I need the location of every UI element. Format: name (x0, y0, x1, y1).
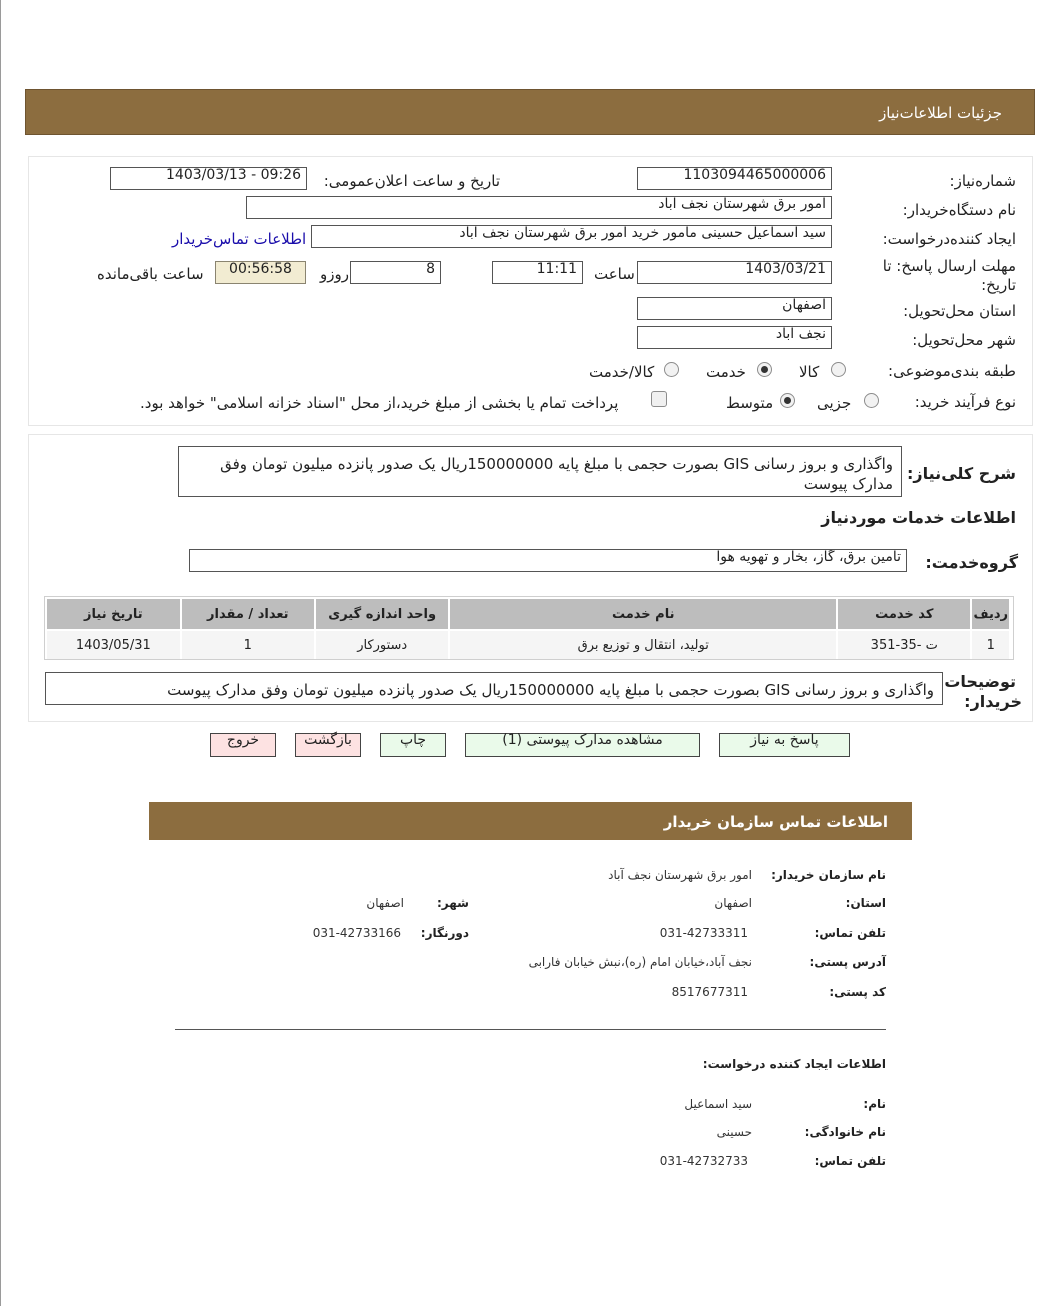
cell-need-date: 1403/05/31 (47, 631, 180, 659)
back-button[interactable]: بازگشت (295, 733, 361, 757)
category-radio-service[interactable] (757, 362, 772, 377)
contact-fax-label: دورنگار: (420, 926, 469, 940)
creator-family-value: حسینی (716, 1125, 752, 1139)
remaining-time-field: 00:56:58 (215, 261, 306, 284)
buyer-contact-link[interactable]: اطلاعات تماس‌خریدار (172, 230, 307, 248)
contact-postal-value: 8517677311 (671, 985, 748, 999)
announce-datetime-label: تاریخ و ساعت اعلان‌عمومی: (323, 172, 500, 190)
creator-name-value: سید اسماعیل (684, 1097, 752, 1111)
need-number-label: شماره‌نیاز: (949, 172, 1016, 190)
table-row (47, 631, 1009, 659)
creator-family-label: نام خانوادگی: (804, 1125, 886, 1139)
col-service-name: نام خدمت (450, 599, 836, 629)
contact-org-label: نام سازمان خریدار: (771, 868, 886, 882)
creator-info-title: اطلاعات ایجاد کننده درخواست: (702, 1057, 886, 1071)
contact-title: اطلاعات تماس سازمان خریدار (663, 813, 888, 831)
services-title: اطلاعات خدمات موردنیاز (821, 508, 1016, 527)
contact-phone-label: تلفن تماس: (814, 926, 886, 940)
category-option-goods: کالا (799, 363, 820, 381)
left-border (0, 0, 1, 1306)
contact-org-value: امور برق شهرستان نجف آباد (608, 868, 752, 882)
need-number-field: 1103094465000006 (637, 167, 832, 190)
cell-service-code: ت -35-351 (838, 631, 970, 659)
cell-service-name: تولید، انتقال و توزیع برق (450, 631, 836, 659)
category-option-service: خدمت (706, 363, 746, 381)
col-row-number: ردیف (972, 599, 1009, 629)
cell-row-number: 1 (972, 631, 1009, 659)
category-label: طبقه بندی‌موضوعی: (888, 362, 1016, 380)
city-field: نجف اباد (637, 326, 832, 349)
cell-unit: دستورکار (316, 631, 448, 659)
contact-province-label: استان: (845, 896, 886, 910)
purchase-radio-medium[interactable] (780, 393, 795, 408)
deadline-days-label: روزو (320, 265, 349, 283)
deadline-days-field: 8 (350, 261, 441, 284)
deadline-label-line1: مهلت ارسال پاسخ: تا (882, 257, 1016, 275)
remaining-time-label: ساعت باقی‌مانده (97, 265, 204, 283)
col-need-date: تاریخ نیاز (47, 599, 180, 629)
buyer-org-field: امور برق شهرستان نجف اباد (246, 196, 832, 219)
deadline-label-line2: تاریخ: (981, 276, 1016, 294)
table-header-row (47, 599, 1009, 629)
col-quantity: تعداد / مقدار (182, 599, 314, 629)
creator-phone-label: تلفن تماس: (814, 1154, 886, 1168)
purchase-option-minor: جزیی (817, 394, 852, 412)
contact-postal-label: کد پستی: (829, 985, 886, 999)
contact-header (149, 802, 912, 840)
buyer-org-label: نام دستگاه‌خریدار: (902, 201, 1016, 219)
treasury-note: پرداخت تمام یا بخشی از مبلغ خرید،از محل "اسناد خزانه اسلامی" خواهد بود. (140, 394, 619, 412)
col-unit: واحد اندازه گیری (316, 599, 448, 629)
requester-field: سید اسماعیل حسینی مامور خرید امور برق شهرستان نجف اباد (311, 225, 832, 248)
page-title: جزئیات اطلاعات‌نیاز (879, 104, 1002, 122)
category-radio-goods-service[interactable] (664, 362, 679, 377)
purchase-type-label: نوع فرآیند خرید: (914, 393, 1016, 411)
treasury-checkbox[interactable] (651, 391, 667, 407)
deadline-time-label: ساعت (594, 265, 635, 283)
purchase-option-medium: متوسط (726, 394, 774, 412)
exit-button[interactable]: خروج (210, 733, 276, 757)
city-label: شهر محل‌تحویل: (912, 331, 1016, 349)
description-label: شرح کلی‌نیاز: (907, 464, 1016, 483)
contact-address-label: آدرس پستی: (809, 955, 886, 969)
province-label: استان محل‌تحویل: (903, 302, 1016, 320)
description-text: واگذاری و بروز رسانی GIS بصورت حجمی با مبلغ پایه 150000000ریال یک صدور پانزده میلیون تومان وفق مدارک پیوست (178, 446, 902, 497)
buyer-notes-label-line1: توضیحات (944, 672, 1016, 691)
contact-province-value: اصفهان (714, 896, 752, 910)
services-table (45, 597, 1011, 661)
page-header (25, 89, 1035, 135)
province-field: اصفهان (637, 297, 832, 320)
services-table-frame (44, 596, 1014, 660)
contact-city-value: اصفهان (366, 896, 404, 910)
service-group-field: تامین برق، گاز، بخار و تهویه هوا (189, 549, 907, 572)
requester-label: ایجاد کننده‌درخواست: (882, 230, 1016, 248)
contact-phone-value: 031-42733311 (659, 926, 748, 940)
col-service-code: کد خدمت (838, 599, 970, 629)
contact-divider (175, 1029, 886, 1030)
contact-fax-value: 031-42733166 (312, 926, 401, 940)
announce-datetime-field: 1403/03/13 - 09:26 (110, 167, 307, 190)
buyer-notes-label-line2: خریدار: (964, 692, 1022, 711)
contact-city-label: شهر: (437, 896, 469, 910)
service-group-label: گروه‌خدمت: (925, 553, 1018, 572)
buyer-notes-text: واگذاری و بروز رسانی GIS بصورت حجمی با مبلغ پایه 150000000ریال یک صدور پانزده میلیون تومان وفق مدارک پیوست (45, 672, 943, 705)
creator-name-label: نام: (863, 1097, 886, 1111)
creator-phone-value: 031-42732733 (659, 1154, 748, 1168)
purchase-radio-minor[interactable] (864, 393, 879, 408)
category-radio-goods[interactable] (831, 362, 846, 377)
print-button[interactable]: چاپ (380, 733, 446, 757)
cell-quantity: 1 (182, 631, 314, 659)
deadline-time-field: 11:11 (492, 261, 583, 284)
contact-address-value: نجف آباد،خیابان امام (ره)،نبش خیابان فارابی (528, 955, 752, 969)
reply-button[interactable]: پاسخ به نیاز (719, 733, 850, 757)
category-option-goods-service: کالا/خدمت (589, 363, 655, 381)
view-attachments-button[interactable]: مشاهده مدارک پیوستی (1) (465, 733, 700, 757)
deadline-date-field: 1403/03/21 (637, 261, 832, 284)
